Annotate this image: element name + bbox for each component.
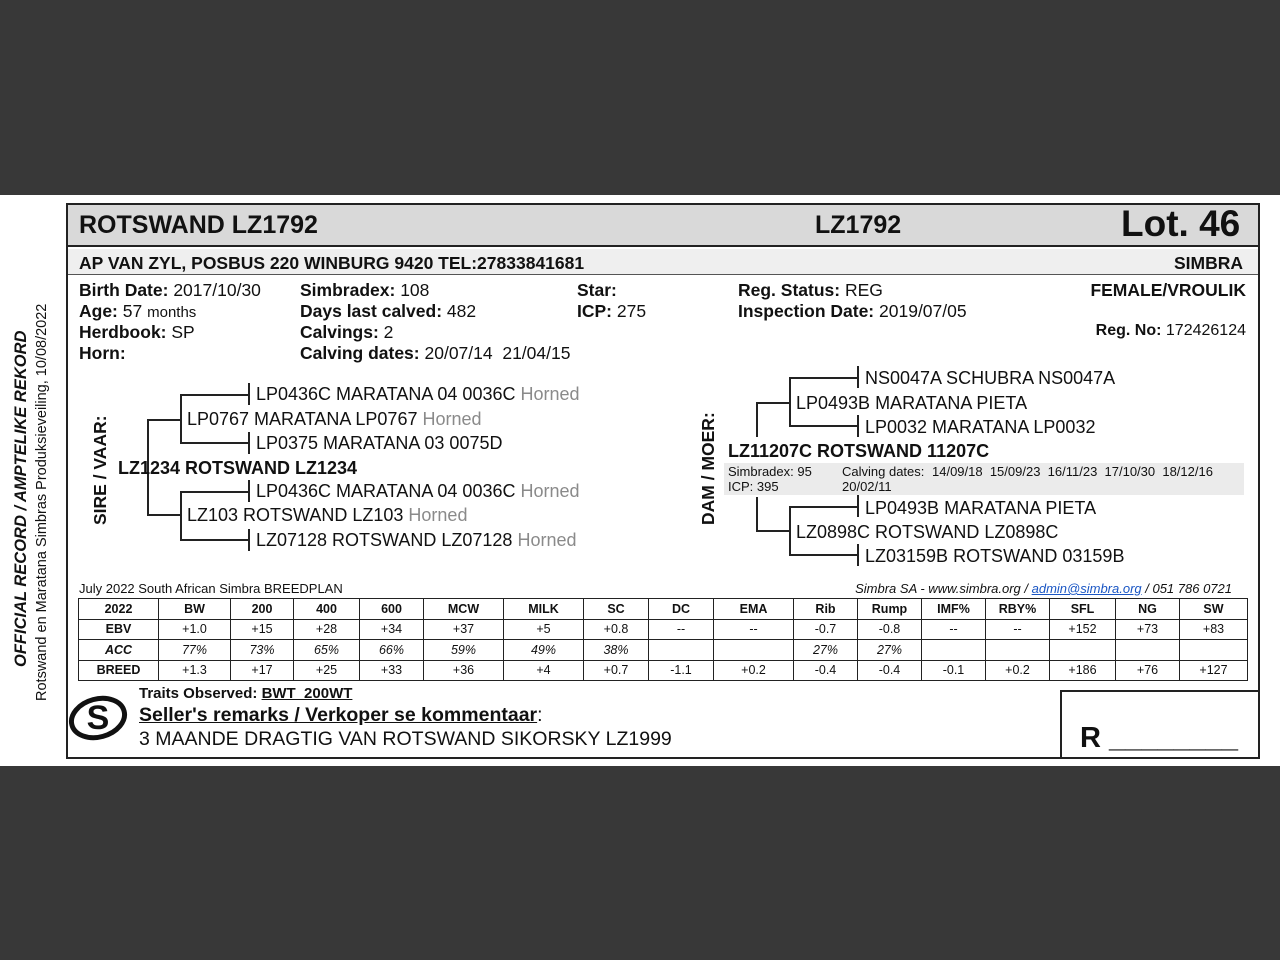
remarks-text: 3 MAANDE DRAGTIG VAN ROTSWAND SIKORSKY LZ1999 bbox=[139, 728, 672, 750]
herdbook-value: SP bbox=[171, 322, 195, 342]
sire-name: LZ1234 ROTSWAND LZ1234 bbox=[118, 458, 358, 478]
calving-dates-value: 20/07/14 21/04/15 bbox=[424, 343, 571, 363]
sire-sire-dam: LP0375 MARATANA 03 0075D bbox=[256, 433, 503, 453]
breedplan-header-cell: SC bbox=[584, 599, 649, 620]
calvings bbox=[300, 322, 393, 343]
breedplan-cell bbox=[986, 640, 1050, 661]
sire-dam-dam bbox=[256, 530, 577, 551]
breedplan-cell bbox=[1116, 640, 1180, 661]
breedplan-cell: -- bbox=[922, 619, 986, 640]
breedplan-row-acc bbox=[79, 640, 1248, 661]
breedplan-row-breed bbox=[79, 660, 1248, 681]
breedplan-cell: +1.3 bbox=[159, 660, 231, 681]
breedplan-cell: +76 bbox=[1116, 660, 1180, 681]
sire-ds-horn: Horned bbox=[520, 481, 580, 501]
animal-name: ROTSWAND LZ1792 bbox=[79, 211, 318, 239]
simbra-s-logo bbox=[68, 692, 132, 746]
breedplan-row-label: EBV bbox=[79, 619, 159, 640]
dam-dam-sire: LP0493B MARATANA PIETA bbox=[865, 498, 1097, 518]
dam-dam: LZ0898C ROTSWAND LZ0898C bbox=[796, 522, 1059, 542]
sire-dam-name: LZ103 ROTSWAND LZ103 bbox=[187, 505, 404, 525]
simbradex bbox=[300, 280, 429, 301]
age bbox=[79, 301, 196, 322]
breedplan-cell: -- bbox=[649, 619, 714, 640]
horn-label: Horn: bbox=[79, 343, 126, 363]
dam-icp: ICP: 395 bbox=[728, 479, 779, 494]
simbradex-value: 108 bbox=[400, 280, 430, 300]
breedplan-cell: +0.8 bbox=[584, 619, 649, 640]
breedplan-cell: -0.7 bbox=[794, 619, 858, 640]
owner-details: AP VAN ZYL, POSBUS 220 WINBURG 9420 TEL:27833841681 bbox=[79, 253, 585, 273]
calvings-label: Calvings: bbox=[300, 322, 379, 342]
herdbook-label: Herdbook: bbox=[79, 322, 167, 342]
dam-name: LZ11207C ROTSWAND 11207C bbox=[728, 441, 990, 461]
price-box-divider bbox=[1060, 691, 1062, 757]
breedplan-row-ebv bbox=[79, 619, 1248, 640]
dam-dam-dam: LZ03159B ROTSWAND 03159B bbox=[865, 546, 1125, 566]
breedplan-header-cell: SFL bbox=[1050, 599, 1116, 620]
sire-title: SIRE / VAAR: bbox=[90, 415, 110, 525]
star-label: Star: bbox=[577, 280, 617, 300]
breedplan-header-cell: NG bbox=[1116, 599, 1180, 620]
breedplan-cell: +37 bbox=[424, 619, 504, 640]
breedplan-cell: +83 bbox=[1180, 619, 1248, 640]
sire-dam bbox=[187, 505, 467, 526]
dam-calving-dates: 14/09/18 15/09/23 16/11/23 17/10/30 18/12/16 bbox=[932, 464, 1213, 479]
dam-sire-sire: NS0047A SCHUBRA NS0047A bbox=[865, 368, 1116, 388]
breedplan-cell: -0.4 bbox=[794, 660, 858, 681]
calving-dates bbox=[300, 343, 570, 364]
breedplan-cell: -- bbox=[714, 619, 794, 640]
icp-value: 275 bbox=[616, 301, 647, 321]
breedplan-cell: +152 bbox=[1050, 619, 1116, 640]
breedplan-cell: -0.1 bbox=[922, 660, 986, 681]
lot-card bbox=[0, 195, 1280, 766]
remarks-colon: : bbox=[537, 704, 543, 726]
dam-title: DAM / MOER: bbox=[698, 412, 718, 525]
breedplan-header-cell: 600 bbox=[360, 599, 424, 620]
breedplan-cell: +0.2 bbox=[714, 660, 794, 681]
dam-sire-dam: LP0032 MARATANA LP0032 bbox=[865, 417, 1096, 437]
birth-date-value: 2017/10/30 bbox=[173, 280, 261, 300]
breedplan-cell: +1.0 bbox=[159, 619, 231, 640]
breedplan-header-cell: 2022 bbox=[79, 599, 159, 620]
sale-name-label: Rotswand en Maratana Simbras Produksieveiling, 10/08/2022 bbox=[34, 303, 50, 701]
sire-ds-name: LP0436C MARATANA 04 0036C bbox=[256, 481, 516, 501]
breedplan-cell: +5 bbox=[504, 619, 584, 640]
age-label: Age: bbox=[79, 301, 118, 321]
breedplan-header-cell: 400 bbox=[294, 599, 360, 620]
breedplan-cell: +25 bbox=[294, 660, 360, 681]
reg-status bbox=[738, 280, 883, 301]
simbradex-label: Simbradex: bbox=[300, 280, 396, 300]
breedplan-cell bbox=[1180, 640, 1248, 661]
dam-calving-dates-2: 20/02/11 bbox=[842, 479, 892, 494]
breedplan-cell: 59% bbox=[424, 640, 504, 661]
sire-dd-name: LZ07128 ROTSWAND LZ07128 bbox=[256, 530, 513, 550]
breedplan-cell: +17 bbox=[231, 660, 294, 681]
inspection-value: 2019/07/05 bbox=[879, 301, 967, 321]
admin-email-link[interactable]: admin@simbra.org bbox=[1031, 581, 1142, 596]
breed-label: SIMBRA bbox=[1174, 253, 1244, 273]
breedplan-header-cell: MILK bbox=[504, 599, 584, 620]
dam-simbradex: Simbradex: 95 bbox=[728, 464, 812, 479]
age-unit: months bbox=[147, 304, 197, 321]
traits-label: Traits Observed: bbox=[139, 685, 258, 702]
breedplan-cell: +34 bbox=[360, 619, 424, 640]
breedplan-cell: -0.4 bbox=[858, 660, 922, 681]
breedplan-cell: +0.2 bbox=[986, 660, 1050, 681]
reg-status-label: Reg. Status: bbox=[738, 280, 841, 300]
sex-label: FEMALE/VROULIK bbox=[1090, 280, 1246, 300]
reg-no bbox=[1096, 322, 1246, 340]
birth-date-label: Birth Date: bbox=[79, 280, 169, 300]
dam-sire: LP0493B MARATANA PIETA bbox=[796, 393, 1028, 413]
breedplan-header-cell: RBY% bbox=[986, 599, 1050, 620]
breedplan-header-cell: BW bbox=[159, 599, 231, 620]
price-box-top bbox=[1060, 690, 1260, 692]
animal-code: LZ1792 bbox=[815, 211, 902, 239]
inspection-label: Inspection Date: bbox=[738, 301, 875, 321]
breedplan-cell: +127 bbox=[1180, 660, 1248, 681]
breedplan-cell: +15 bbox=[231, 619, 294, 640]
breedplan-header-cell: MCW bbox=[424, 599, 504, 620]
dam-calving-label: Calving dates: bbox=[842, 464, 925, 479]
birth-date bbox=[79, 280, 261, 301]
sire-ss-horn: Horned bbox=[520, 384, 580, 404]
breedplan-header-cell: Rib bbox=[794, 599, 858, 620]
breedplan-cell: 66% bbox=[360, 640, 424, 661]
simbra-contact bbox=[855, 581, 1232, 596]
breedplan-cell bbox=[1050, 640, 1116, 661]
reg-status-value: REG bbox=[844, 280, 883, 300]
contact-pre: Simbra SA - www.simbra.org / bbox=[855, 581, 1032, 596]
breedplan-cell bbox=[922, 640, 986, 661]
breedplan-cell bbox=[649, 640, 714, 661]
lot-number: Lot. 46 bbox=[1121, 203, 1241, 244]
breedplan-cell: +36 bbox=[424, 660, 504, 681]
remarks-label: Seller's remarks / Verkoper se kommentaar bbox=[139, 704, 538, 726]
sire-dd-horn: Horned bbox=[517, 530, 577, 550]
breedplan-cell: 77% bbox=[159, 640, 231, 661]
breedplan-table bbox=[78, 598, 1248, 681]
breedplan-row-label: BREED bbox=[79, 660, 159, 681]
calvings-value: 2 bbox=[383, 322, 394, 342]
icp-label: ICP: bbox=[577, 301, 612, 321]
sire-dam-horn: Horned bbox=[408, 505, 468, 525]
breedplan-cell: +4 bbox=[504, 660, 584, 681]
breedplan-cell: 27% bbox=[858, 640, 922, 661]
contact-post: / 051 786 0721 bbox=[1141, 581, 1232, 596]
breedplan-cell: -- bbox=[986, 619, 1050, 640]
sire-sire-sire bbox=[256, 384, 580, 405]
reg-no-label: Reg. No: bbox=[1095, 322, 1162, 339]
breedplan-header-cell: IMF% bbox=[922, 599, 986, 620]
days-last-calved bbox=[300, 301, 476, 322]
breedplan-cell: +0.7 bbox=[584, 660, 649, 681]
breedplan-cell: -1.1 bbox=[649, 660, 714, 681]
sire-sire-name: LP0767 MARATANA LP0767 bbox=[187, 409, 418, 429]
breedplan-header-cell: 200 bbox=[231, 599, 294, 620]
breedplan-cell bbox=[714, 640, 794, 661]
breedplan-cell: 49% bbox=[504, 640, 584, 661]
breedplan-cell: 65% bbox=[294, 640, 360, 661]
calving-dates-label: Calving dates: bbox=[300, 343, 420, 363]
breedplan-header-cell: EMA bbox=[714, 599, 794, 620]
breedplan-header-cell: SW bbox=[1180, 599, 1248, 620]
breedplan-cell: -0.8 bbox=[858, 619, 922, 640]
breedplan-cell: +28 bbox=[294, 619, 360, 640]
sellers-remarks bbox=[139, 704, 543, 727]
official-record-label: OFFICIAL RECORD / AMPTELIKE REKORD bbox=[12, 330, 30, 667]
sire-ss-name: LP0436C MARATANA 04 0036C bbox=[256, 384, 516, 404]
breedplan-cell: 38% bbox=[584, 640, 649, 661]
sire-sire bbox=[187, 409, 482, 430]
traits-observed bbox=[139, 685, 352, 702]
dlc-value: 482 bbox=[446, 301, 477, 321]
breedplan-cell: +186 bbox=[1050, 660, 1116, 681]
breedplan-caption: July 2022 South African Simbra BREEDPLAN bbox=[79, 581, 343, 596]
breedplan-row-label: ACC bbox=[79, 640, 159, 661]
svg-text:S: S bbox=[86, 699, 110, 737]
breedplan-cell: +73 bbox=[1116, 619, 1180, 640]
breedplan-cell: 73% bbox=[231, 640, 294, 661]
inspection-date bbox=[738, 301, 967, 322]
herdbook bbox=[79, 322, 195, 343]
sire-sire-horn: Horned bbox=[422, 409, 482, 429]
sire-dam-sire bbox=[256, 481, 580, 502]
breedplan-cell: +33 bbox=[360, 660, 424, 681]
breedplan-header-row bbox=[79, 599, 1248, 620]
dlc-label: Days last calved: bbox=[300, 301, 443, 321]
reg-no-value: 172426124 bbox=[1165, 322, 1246, 339]
icp bbox=[577, 301, 646, 322]
breedplan-header-cell: Rump bbox=[858, 599, 922, 620]
age-value: 57 bbox=[122, 301, 143, 321]
traits-value: BWT 200WT bbox=[261, 685, 353, 702]
price-field[interactable]: R ________ bbox=[1080, 722, 1239, 754]
breedplan-cell: 27% bbox=[794, 640, 858, 661]
breedplan-header-cell: DC bbox=[649, 599, 714, 620]
